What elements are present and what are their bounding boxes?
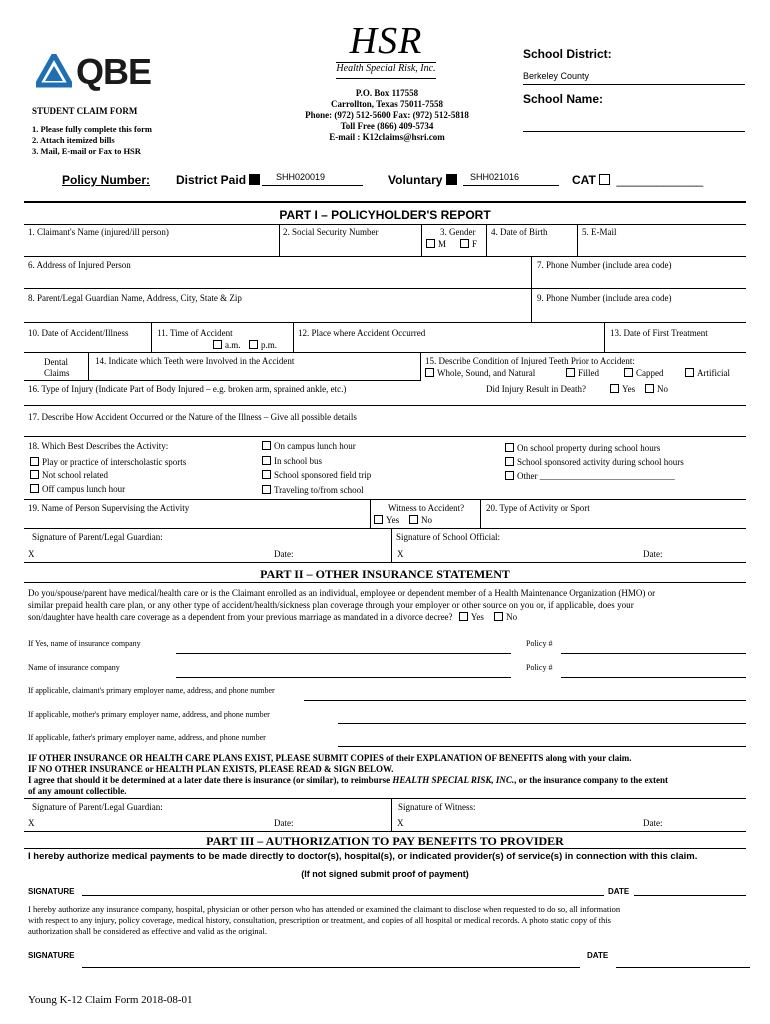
part3-paragraph-2: with respect to any injury, policy coverage, medical history, consultation, prescription or treatment, and copies of all hospital or medical records. A photo static copy of this: [28, 915, 611, 925]
instructions: 1. Please fully complete this form 2. Attach itemized bills 3. Mail, E-mail or Fax to HSR: [32, 124, 152, 156]
claimant-name-field[interactable]: 1. Claimant's Name (injured/ill person): [28, 227, 169, 237]
voluntary-checkbox[interactable]: [446, 174, 457, 185]
activity-checkbox-8[interactable]: [505, 443, 514, 452]
part3-date-1-field[interactable]: [634, 895, 746, 896]
part3-date-2-label: DATE: [587, 951, 609, 960]
activity-option-9[interactable]: School sponsored activity during school hours: [505, 457, 684, 468]
insurance-company-2-field[interactable]: [176, 677, 511, 678]
gender-m-checkbox[interactable]: [426, 239, 435, 248]
part3-authorization: I hereby authorize medical payments to be made directly to doctor(s), hospital(s), or indicated provider(s) of service(s) in connection with this claim.: [28, 851, 698, 862]
school-name-label: School Name:: [523, 92, 604, 106]
activity-checkbox-2[interactable]: [30, 470, 39, 479]
activity-option-8[interactable]: On school property during school hours: [505, 443, 660, 454]
activity-option-2[interactable]: Not school related: [30, 470, 108, 481]
teeth-condition-label: 15. Describe Condition of Injured Teeth Prior to Accident:: [425, 356, 635, 366]
whole-checkbox[interactable]: [425, 368, 434, 377]
cat-label: CAT _____________: [572, 173, 704, 187]
supervisor-field[interactable]: 19. Name of Person Supervising the Activity: [28, 503, 190, 513]
activity-option-4[interactable]: On campus lunch hour: [262, 441, 356, 452]
part2-paragraph-3: son/daughter have health care coverage as a dependent from your previous marriage as mandated in a divorce decree? Yes No: [28, 612, 518, 622]
part3-title: PART III – AUTHORIZATION TO PAY BENEFITS TO PROVIDER: [206, 834, 564, 848]
policy-1-field[interactable]: [561, 653, 746, 654]
part1-official-date-field[interactable]: Date:: [643, 549, 663, 559]
policy-2-field[interactable]: [561, 677, 746, 678]
part1-title: PART I – POLICYHOLDER'S REPORT: [279, 208, 491, 222]
district-paid-value[interactable]: SHH020019: [276, 172, 326, 182]
witness-yes[interactable]: Yes: [374, 515, 399, 526]
activity-checkbox-10[interactable]: [505, 471, 514, 480]
mother-employer-field[interactable]: [338, 723, 746, 724]
gender-f[interactable]: F: [460, 239, 477, 250]
gender-label: 3. Gender: [440, 227, 476, 237]
part3-signature-2-field[interactable]: [82, 967, 580, 968]
gender-f-checkbox[interactable]: [460, 239, 469, 248]
activity-checkbox-5[interactable]: [262, 456, 271, 465]
voluntary-value[interactable]: SHH021016: [470, 172, 520, 182]
policy-number-label: Policy Number:: [62, 173, 151, 187]
part3-signature-1-label: SIGNATURE: [28, 887, 75, 896]
accident-description-field[interactable]: 17. Describe How Accident Occurred or the Nature of the Illness – Give all possible details: [28, 412, 357, 422]
district-paid-checkbox[interactable]: [249, 174, 260, 185]
pm-option[interactable]: p.m.: [249, 340, 277, 351]
first-treatment-field[interactable]: 13. Date of First Treatment: [610, 328, 708, 338]
ssn-field[interactable]: 2. Social Security Number: [283, 227, 379, 237]
am-checkbox[interactable]: [213, 340, 222, 349]
gender-m[interactable]: M: [426, 239, 446, 250]
capped-option[interactable]: Capped: [624, 368, 664, 379]
teeth-field[interactable]: 14. Indicate which Teeth were Involved in the Accident: [95, 356, 295, 366]
part2-guardian-signature-label: Signature of Parent/Legal Guardian:: [32, 802, 163, 812]
activity-option-7[interactable]: Traveling to/from school: [262, 485, 364, 496]
activity-option-1[interactable]: Play or practice of interscholastic sports: [30, 457, 186, 468]
part1-guardian-date-field[interactable]: Date:: [274, 549, 294, 559]
part3-date-1-label: DATE: [608, 887, 630, 896]
capped-checkbox[interactable]: [624, 368, 633, 377]
activity-option-6[interactable]: School sponsored field trip: [262, 470, 371, 481]
activity-option-5[interactable]: In school bus: [262, 456, 322, 467]
part2-bold-line-3: I agree that should it be determined at a later date there is insurance (or similar), to reimburse HEALTH SPECIAL RISK, INC., or the insurance company to the extent: [28, 775, 668, 785]
part3-date-2-field[interactable]: [616, 967, 750, 968]
footer-form-version: Young K-12 Claim Form 2018-08-01: [28, 994, 193, 1006]
voluntary-label: Voluntary: [388, 173, 460, 187]
email-field[interactable]: 5. E-Mail: [582, 227, 617, 237]
part3-paragraph-1: I hereby authorize any insurance company, hospital, physician or other person who has attended or examined the claimant to disclose when requested to do so, all information: [28, 904, 621, 914]
part2-title: PART II – OTHER INSURANCE STATEMENT: [260, 567, 510, 581]
dental-label: Dental: [44, 357, 68, 367]
qbe-logo-icon: [36, 54, 72, 88]
part3-paragraph-3: authorization shall be considered as effective and valid as the original.: [28, 926, 267, 936]
accident-date-field[interactable]: 10. Date of Accident/Illness: [28, 328, 129, 338]
death-yes[interactable]: Yes: [610, 384, 635, 395]
death-label: Did Injury Result in Death?: [486, 384, 586, 394]
qbe-logo: [36, 51, 160, 92]
district-paid-label: District Paid: [176, 173, 263, 187]
activity-checkbox-4[interactable]: [262, 441, 271, 450]
part3-signature-1-field[interactable]: [82, 895, 604, 896]
phone-field[interactable]: 7. Phone Number (include area code): [537, 260, 672, 270]
part2-witness-date-field[interactable]: Date:: [643, 818, 663, 828]
part1-official-signature-label: Signature of School Official:: [396, 532, 501, 542]
activity-option-3[interactable]: Off campus lunch hour: [30, 484, 125, 495]
claimant-employer-field[interactable]: [304, 700, 746, 701]
claimant-employer-label: If applicable, claimant's primary employer name, address, and phone number: [28, 686, 275, 695]
part2-guardian-signature-field[interactable]: X: [28, 818, 35, 828]
artificial-checkbox[interactable]: [685, 368, 694, 377]
whole-option[interactable]: Whole, Sound, and Natural: [425, 368, 535, 379]
am-option[interactable]: a.m.: [213, 340, 241, 351]
qbe-logo-text: QBE: [76, 51, 152, 92]
dob-field[interactable]: 4. Date of Birth: [491, 227, 548, 237]
other-insurance-no-checkbox[interactable]: [494, 612, 503, 621]
part3-proof-note: (If not signed submit proof of payment): [301, 869, 469, 879]
hsr-logo-text: HSR: [349, 20, 423, 62]
part1-guardian-signature-label: Signature of Parent/Legal Guardian:: [32, 532, 163, 542]
insurance-company-1-field[interactable]: [176, 653, 511, 654]
activity-checkbox-6[interactable]: [262, 470, 271, 479]
artificial-option[interactable]: Artificial: [685, 368, 730, 379]
part1-guardian-signature-field[interactable]: X: [28, 549, 35, 559]
activity-option-10[interactable]: Other ______________________________: [505, 471, 675, 482]
activity-checkbox-9[interactable]: [505, 457, 514, 466]
school-district-value[interactable]: Berkeley County: [523, 71, 590, 81]
claims-label: Claims: [44, 368, 70, 378]
witness-yes-checkbox[interactable]: [374, 515, 383, 524]
guardian-field[interactable]: 8. Parent/Legal Guardian Name, Address, City, State & Zip: [28, 293, 242, 303]
pm-checkbox[interactable]: [249, 340, 258, 349]
witness-no[interactable]: No: [409, 515, 432, 526]
witness-label: Witness to Accident?: [388, 503, 465, 513]
hsr-logo: [326, 22, 446, 74]
address-field[interactable]: 6. Address of Injured Person: [28, 260, 131, 270]
policy-2-label: Policy #: [526, 663, 553, 672]
part2-paragraph-2: similar prepaid health care plan, or any other type of accident/health/sickness plan coverage through your employer or other source on you or, if applicable, does your: [28, 600, 634, 610]
part2-bold-line-1: IF OTHER INSURANCE OR HEALTH CARE PLANS EXIST, PLEASE SUBMIT COPIES of their EXPLANATION OF BENEFITS along with your claim.: [28, 753, 632, 763]
other-insurance-yes-checkbox[interactable]: [459, 612, 468, 621]
form-title: STUDENT CLAIM FORM: [32, 106, 138, 116]
hsr-logo-sub: Health Special Risk, Inc.: [336, 63, 436, 74]
part3-signature-2-label: SIGNATURE: [28, 951, 75, 960]
policy-1-label: Policy #: [526, 639, 553, 648]
part2-bold-line-4: of any amount collectible.: [28, 786, 127, 796]
activity-checkbox-7[interactable]: [262, 485, 271, 494]
cat-checkbox[interactable]: [599, 174, 610, 185]
part2-paragraph-1: Do you/spouse/parent have medical/health care or is the Claimant enrolled as an individual, employee or dependent member of a Health Maintenance Organization (HMO) or: [28, 588, 656, 598]
part2-bold-line-2: IF NO OTHER INSURANCE or HEALTH PLAN EXISTS, PLEASE READ & SIGN BELOW.: [28, 764, 394, 774]
part2-witness-signature-label: Signature of Witness:: [398, 802, 476, 812]
accident-time-field[interactable]: 11. Time of Accident: [157, 328, 233, 338]
activity-checkbox-1[interactable]: [30, 457, 39, 466]
part2-witness-signature-field[interactable]: X: [397, 818, 404, 828]
death-no-checkbox[interactable]: [645, 384, 654, 393]
filled-option[interactable]: Filled: [566, 368, 599, 379]
witness-no-checkbox[interactable]: [409, 515, 418, 524]
part2-guardian-date-field[interactable]: Date:: [274, 818, 294, 828]
activity-label: 18. Which Best Describes the Activity:: [28, 441, 169, 451]
part1-official-signature-field[interactable]: X: [397, 549, 404, 559]
filled-checkbox[interactable]: [566, 368, 575, 377]
guardian-phone-field[interactable]: 9. Phone Number (include area code): [537, 293, 672, 303]
mother-employer-label: If applicable, mother's primary employer name, address, and phone number: [28, 710, 270, 719]
accident-place-field[interactable]: 12. Place where Accident Occurred: [298, 328, 426, 338]
father-employer-field[interactable]: [338, 746, 746, 747]
father-employer-label: If applicable, father's primary employer name, address, and phone number: [28, 733, 266, 742]
injury-type-field[interactable]: 16. Type of Injury (Indicate Part of Body Injured – e.g. broken arm, sprained ankle, etc.): [28, 384, 347, 394]
school-name-field[interactable]: [523, 131, 745, 132]
insurance-company-2-label: Name of insurance company: [28, 663, 120, 672]
death-no[interactable]: No: [645, 384, 668, 395]
activity-type-field[interactable]: 20. Type of Activity or Sport: [486, 503, 590, 513]
school-district-label: School District:: [523, 47, 612, 61]
death-yes-checkbox[interactable]: [610, 384, 619, 393]
hsr-address: P.O. Box 117558 Carrollton, Texas 75011-7558 Phone: (972) 512-5600 Fax: (972) 512-5818 Toll Free (866) 409-5734 E-mail : K12claims@hsri.com: [305, 88, 469, 142]
insurance-company-1-label: If Yes, name of insurance company: [28, 639, 141, 648]
activity-checkbox-3[interactable]: [30, 484, 39, 493]
